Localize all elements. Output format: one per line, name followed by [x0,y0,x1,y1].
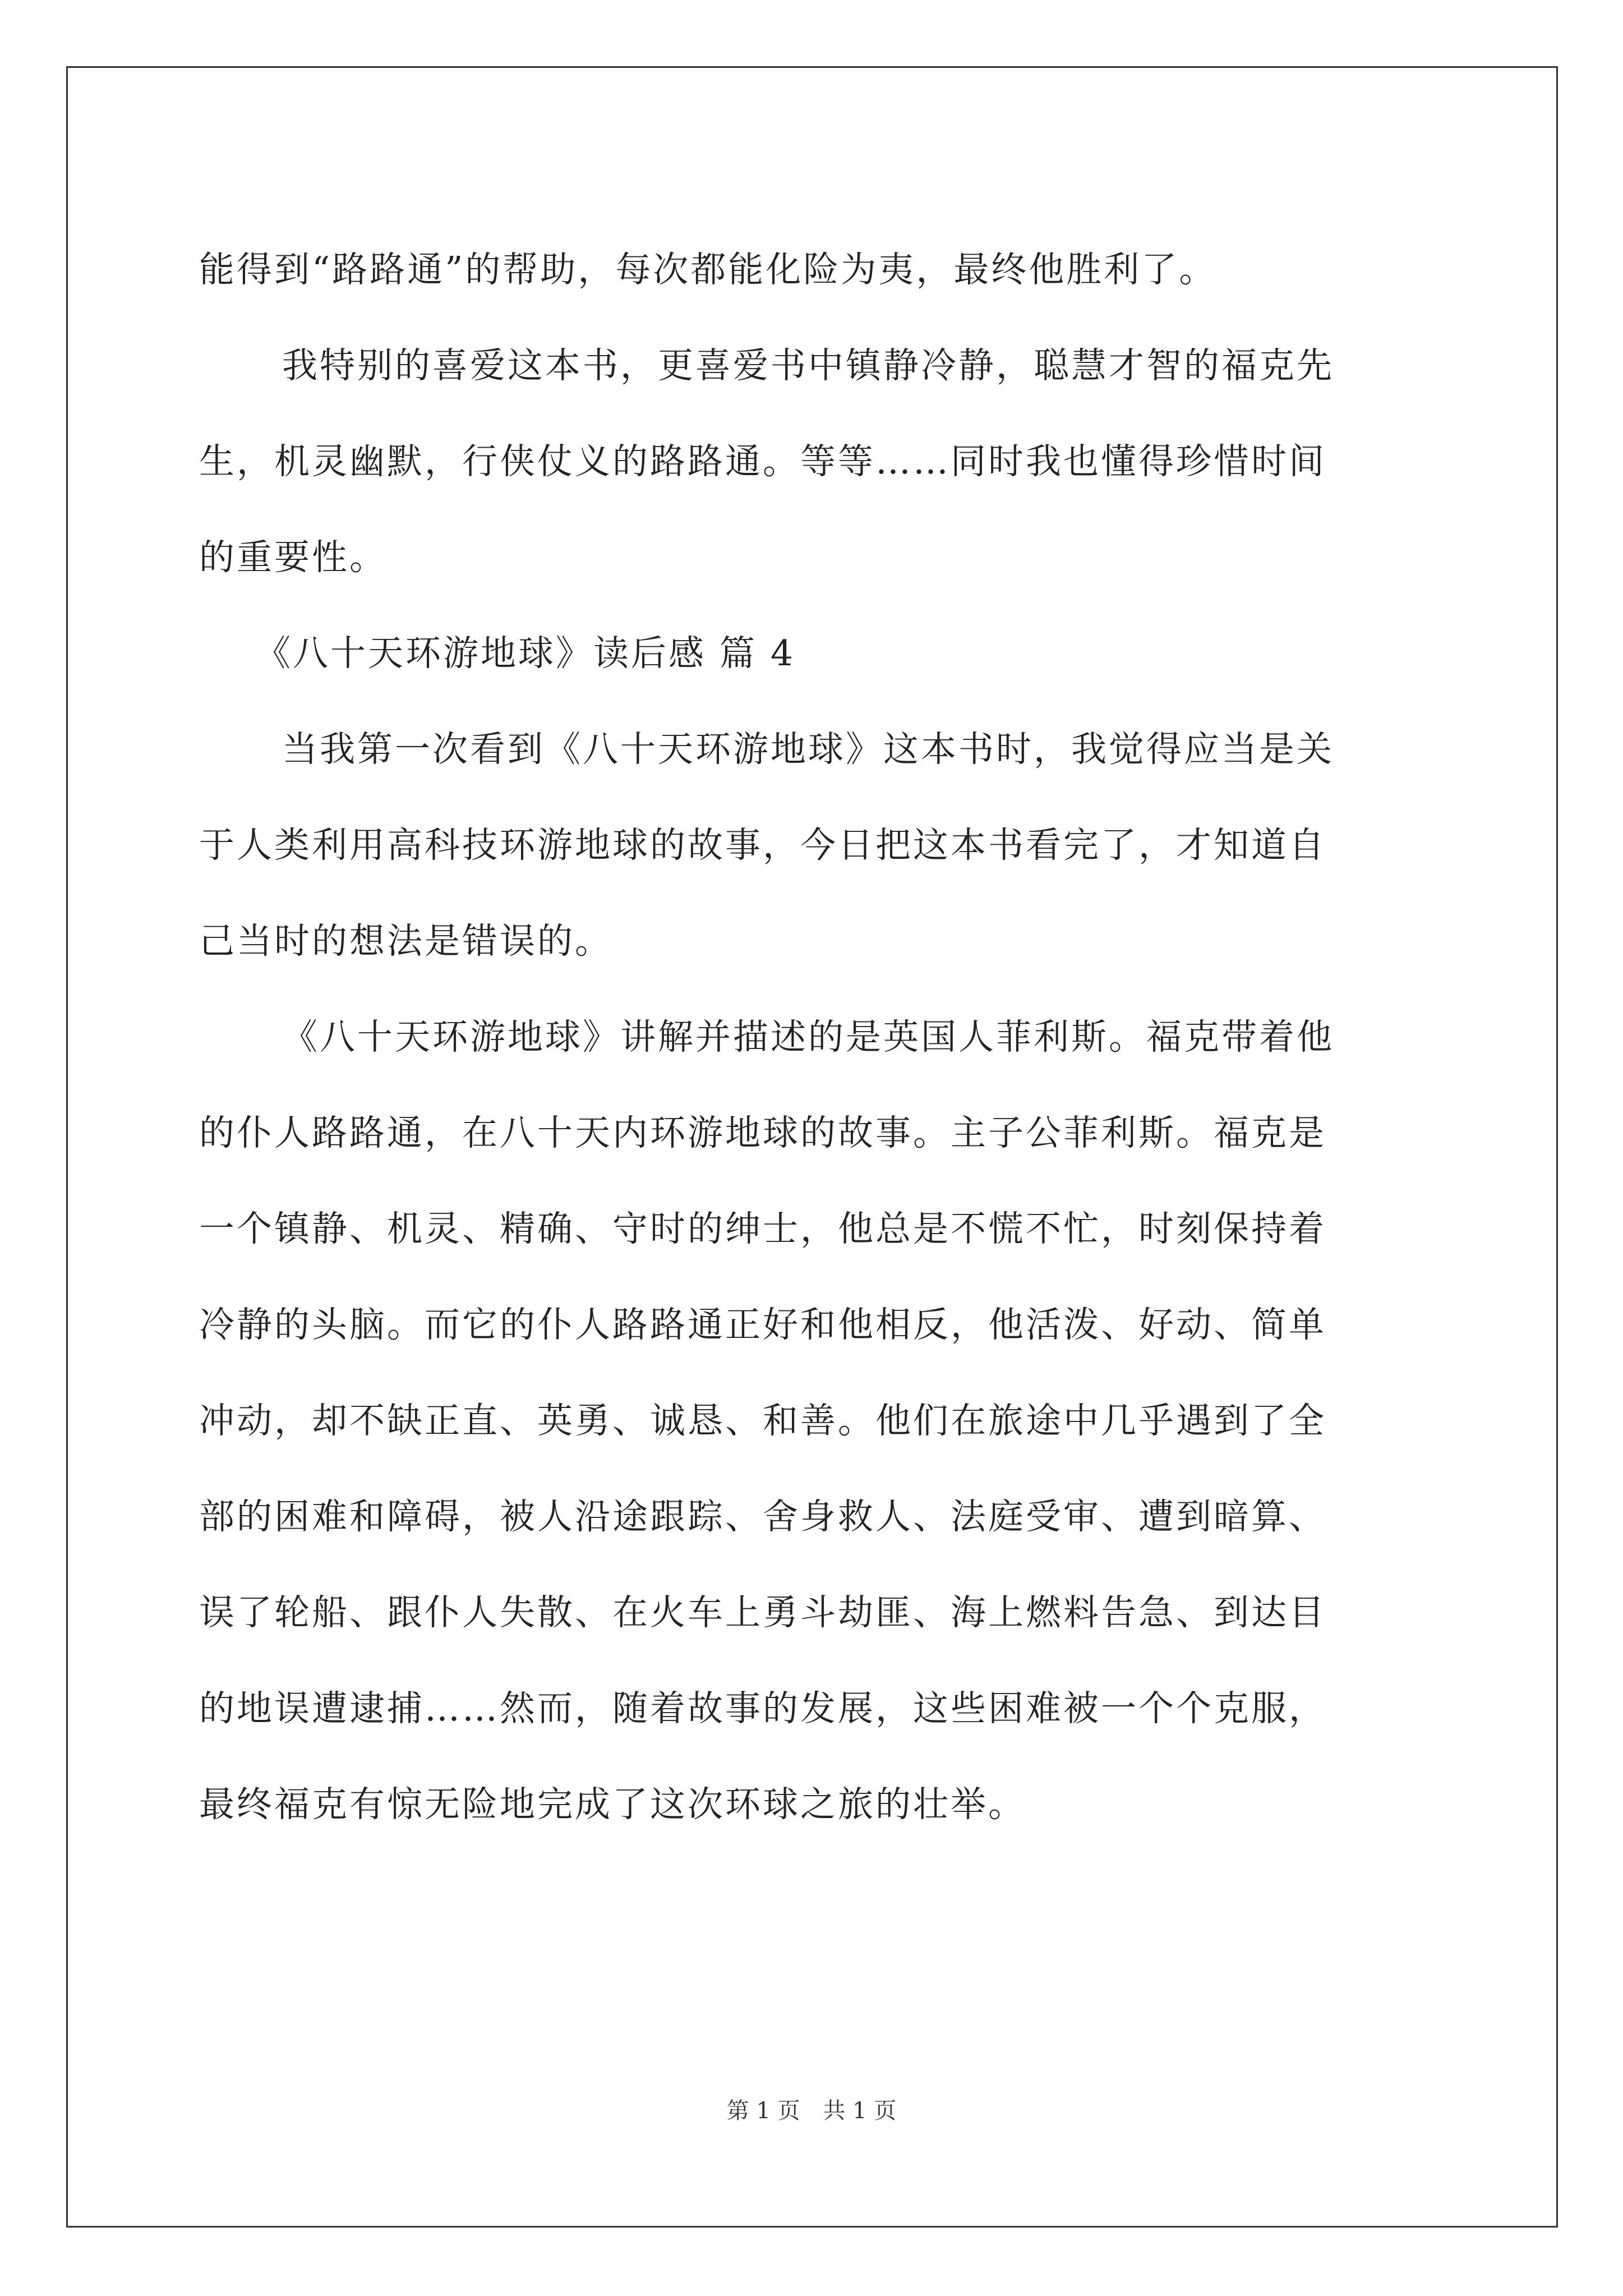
paragraph [199,318,1427,605]
text-line: 当我第一次看到《八十天环游地球》这本书时，我觉得应当是关 [282,729,1334,770]
paragraph [199,989,1427,1852]
text-line: 我特别的喜爱这本书，更喜爱书中镇静冷静，聪慧才智的福克先 [282,345,1334,386]
text-line: 最终福克有惊无险地完成了这次环球之旅的壮举。 [199,1784,1026,1825]
section-heading [199,605,1427,701]
text-line: 的重要性。 [199,537,387,578]
text-line: 《八十天环游地球》讲解并描述的是英国人菲利斯。福克带着他 [282,1016,1334,1057]
document-body [199,222,1427,1852]
page-number-current: 第 1 页 [726,2098,800,2124]
text-line: 冲动，却不缺正直、英勇、诚恳、和善。他们在旅途中几乎遇到了全 [199,1400,1326,1441]
section-title: 《八十天环游地球》读后感 篇 4 [255,633,796,674]
page-number-total: 共 1 页 [823,2098,897,2124]
text-line: 部的困难和障碍，被人沿途跟踪、舍身救人、法庭受审、遭到暗算、 [199,1496,1326,1537]
paragraph-continuation [199,222,1427,318]
text-line: 于人类利用高科技环游地球的故事，今日把这本书看完了，才知道自 [199,825,1326,866]
paragraph [199,701,1427,989]
text-line: 冷静的头脑。而它的仆人路路通正好和他相反，他活泼、好动、简单 [199,1304,1326,1345]
page-footer [0,2097,1623,2125]
text-line: 能得到“路路通”的帮助，每次都能化险为夷，最终他胜利了。 [199,249,1217,290]
text-line: 的仆人路路通，在八十天内环游地球的故事。主子公菲利斯。福克是 [199,1112,1326,1153]
text-line: 一个镇静、机灵、精确、守时的绅士，他总是不慌不忙，时刻保持着 [199,1208,1326,1249]
text-line: 的地误遭逮捕……然而，随着故事的发展，这些困难被一个个克服， [199,1688,1326,1729]
text-line: 生，机灵幽默，行侠仗义的路路通。等等……同时我也懂得珍惜时间 [199,441,1326,482]
text-line: 己当时的想法是错误的。 [199,921,612,961]
text-line: 误了轮船、跟仆人失散、在火车上勇斗劫匪、海上燃料告急、到达目 [199,1592,1326,1633]
